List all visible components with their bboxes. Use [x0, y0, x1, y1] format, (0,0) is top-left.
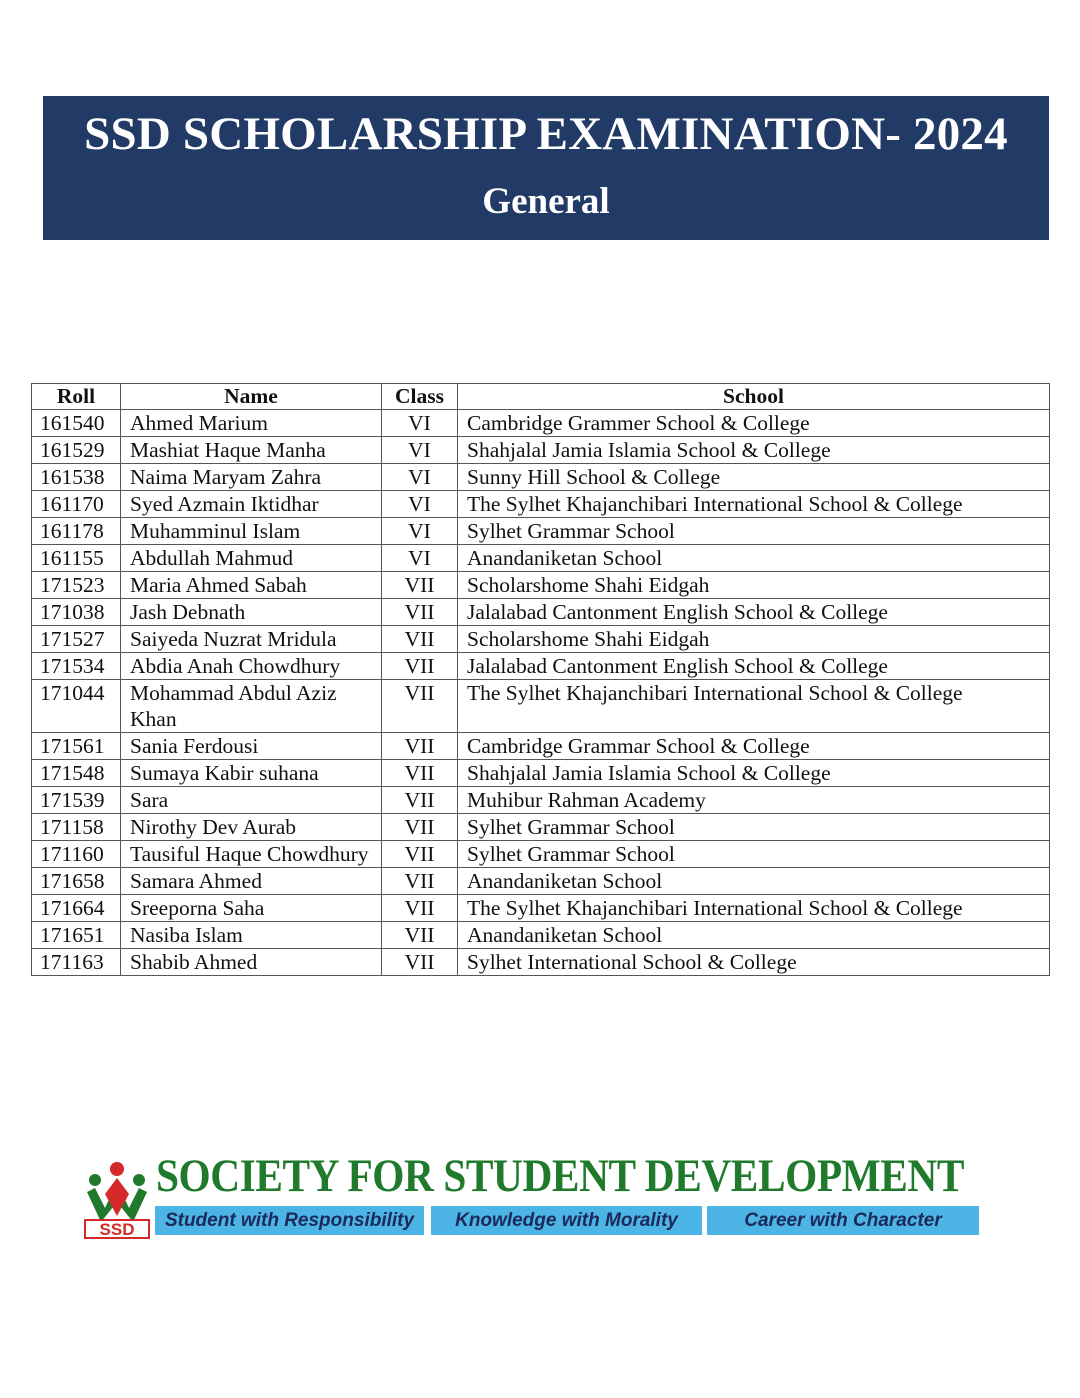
name-cell: Naima Maryam Zahra [121, 464, 382, 491]
school-cell: Sylhet Grammar School [458, 841, 1050, 868]
class-cell: VI [382, 491, 458, 518]
table-row [32, 626, 1050, 653]
table-row [32, 841, 1050, 868]
table-row [32, 814, 1050, 841]
roll-cell: 171539 [32, 787, 121, 814]
class-cell: VI [382, 518, 458, 545]
roll-cell: 161538 [32, 464, 121, 491]
school-cell: The Sylhet Khajanchibari International School & College [458, 680, 1050, 733]
roll-cell: 171038 [32, 599, 121, 626]
name-cell: Syed Azmain Iktidhar [121, 491, 382, 518]
name-cell: Sara [121, 787, 382, 814]
class-cell: VII [382, 626, 458, 653]
roll-cell: 161178 [32, 518, 121, 545]
roll-cell: 171044 [32, 680, 121, 733]
roll-cell: 171548 [32, 760, 121, 787]
school-cell: The Sylhet Khajanchibari International School & College [458, 491, 1050, 518]
table-header-row [32, 384, 1050, 410]
roll-cell: 161529 [32, 437, 121, 464]
school-cell: The Sylhet Khajanchibari International School & College [458, 895, 1050, 922]
roll-cell: 161155 [32, 545, 121, 572]
school-cell: Anandaniketan School [458, 922, 1050, 949]
ssd-logo-icon [83, 1158, 151, 1240]
class-cell: VI [382, 545, 458, 572]
column-header-class: Class [382, 384, 458, 410]
roll-cell: 171534 [32, 653, 121, 680]
column-header-name: Name [121, 384, 382, 410]
roll-cell: 171658 [32, 868, 121, 895]
name-cell: Sumaya Kabir suhana [121, 760, 382, 787]
school-cell: Scholarshome Shahi Eidgah [458, 572, 1050, 599]
name-cell: Mashiat Haque Manha [121, 437, 382, 464]
class-cell: VII [382, 814, 458, 841]
tagline-morality: Knowledge with Morality [431, 1206, 702, 1235]
column-header-roll: Roll [32, 384, 121, 410]
school-cell: Sylhet Grammar School [458, 518, 1050, 545]
school-cell: Shahjalal Jamia Islamia School & College [458, 760, 1050, 787]
results-table [31, 383, 1050, 976]
table-row [32, 491, 1050, 518]
roll-cell: 171651 [32, 922, 121, 949]
roll-cell: 171527 [32, 626, 121, 653]
roll-cell: 171160 [32, 841, 121, 868]
school-cell: Scholarshome Shahi Eidgah [458, 626, 1050, 653]
roll-cell: 171561 [32, 733, 121, 760]
name-cell: Mohammad Abdul Aziz Khan [121, 680, 382, 733]
table-row [32, 545, 1050, 572]
name-cell: Shabib Ahmed [121, 949, 382, 976]
name-cell: Nasiba Islam [121, 922, 382, 949]
school-cell: Anandaniketan School [458, 545, 1050, 572]
name-cell: Abdullah Mahmud [121, 545, 382, 572]
table-row [32, 653, 1050, 680]
roll-cell: 171523 [32, 572, 121, 599]
table-row [32, 868, 1050, 895]
class-cell: VI [382, 464, 458, 491]
name-cell: Maria Ahmed Sabah [121, 572, 382, 599]
logo-text: SSD [99, 1220, 135, 1239]
school-cell: Jalalabad Cantonment English School & College [458, 599, 1050, 626]
tagline-responsibility: Student with Responsibility [155, 1206, 424, 1235]
school-cell: Sylhet International School & College [458, 949, 1050, 976]
table-row [32, 922, 1050, 949]
table-row [32, 464, 1050, 491]
roll-cell: 171664 [32, 895, 121, 922]
table-row [32, 599, 1050, 626]
class-cell: VII [382, 895, 458, 922]
class-cell: VII [382, 949, 458, 976]
school-cell: Shahjalal Jamia Islamia School & College [458, 437, 1050, 464]
name-cell: Sania Ferdousi [121, 733, 382, 760]
page-subtitle: General [482, 181, 610, 222]
organization-name: SOCIETY FOR STUDENT DEVELOPMENT [156, 1150, 964, 1202]
table-row [32, 733, 1050, 760]
table-row [32, 760, 1050, 787]
table-row [32, 572, 1050, 599]
class-cell: VI [382, 437, 458, 464]
class-cell: VII [382, 841, 458, 868]
column-header-school: School [458, 384, 1050, 410]
title-banner [43, 96, 1049, 240]
name-cell: Muhamminul Islam [121, 518, 382, 545]
school-cell: Muhibur Rahman Academy [458, 787, 1050, 814]
class-cell: VII [382, 653, 458, 680]
roll-cell: 171158 [32, 814, 121, 841]
class-cell: VII [382, 572, 458, 599]
school-cell: Cambridge Grammer School & College [458, 410, 1050, 437]
class-cell: VII [382, 868, 458, 895]
table-row [32, 895, 1050, 922]
school-cell: Cambridge Grammar School & College [458, 733, 1050, 760]
page-title: SSD SCHOLARSHIP EXAMINATION- 2024 [84, 108, 1008, 160]
name-cell: Tausiful Haque Chowdhury [121, 841, 382, 868]
name-cell: Samara Ahmed [121, 868, 382, 895]
name-cell: Saiyeda Nuzrat Mridula [121, 626, 382, 653]
roll-cell: 161540 [32, 410, 121, 437]
name-cell: Jash Debnath [121, 599, 382, 626]
school-cell: Jalalabad Cantonment English School & College [458, 653, 1050, 680]
class-cell: VII [382, 733, 458, 760]
class-cell: VI [382, 410, 458, 437]
roll-cell: 161170 [32, 491, 121, 518]
class-cell: VII [382, 922, 458, 949]
table-row [32, 680, 1050, 733]
class-cell: VII [382, 680, 458, 733]
table-row [32, 410, 1050, 437]
table-row [32, 437, 1050, 464]
tagline-character: Career with Character [707, 1206, 979, 1235]
school-cell: Anandaniketan School [458, 868, 1050, 895]
table-row [32, 518, 1050, 545]
table-row [32, 787, 1050, 814]
organization-footer [83, 1150, 983, 1240]
roll-cell: 171163 [32, 949, 121, 976]
class-cell: VII [382, 787, 458, 814]
name-cell: Sreeporna Saha [121, 895, 382, 922]
class-cell: VII [382, 599, 458, 626]
school-cell: Sylhet Grammar School [458, 814, 1050, 841]
name-cell: Abdia Anah Chowdhury [121, 653, 382, 680]
name-cell: Ahmed Marium [121, 410, 382, 437]
name-cell: Nirothy Dev Aurab [121, 814, 382, 841]
table-row [32, 949, 1050, 976]
school-cell: Sunny Hill School & College [458, 464, 1050, 491]
class-cell: VII [382, 760, 458, 787]
